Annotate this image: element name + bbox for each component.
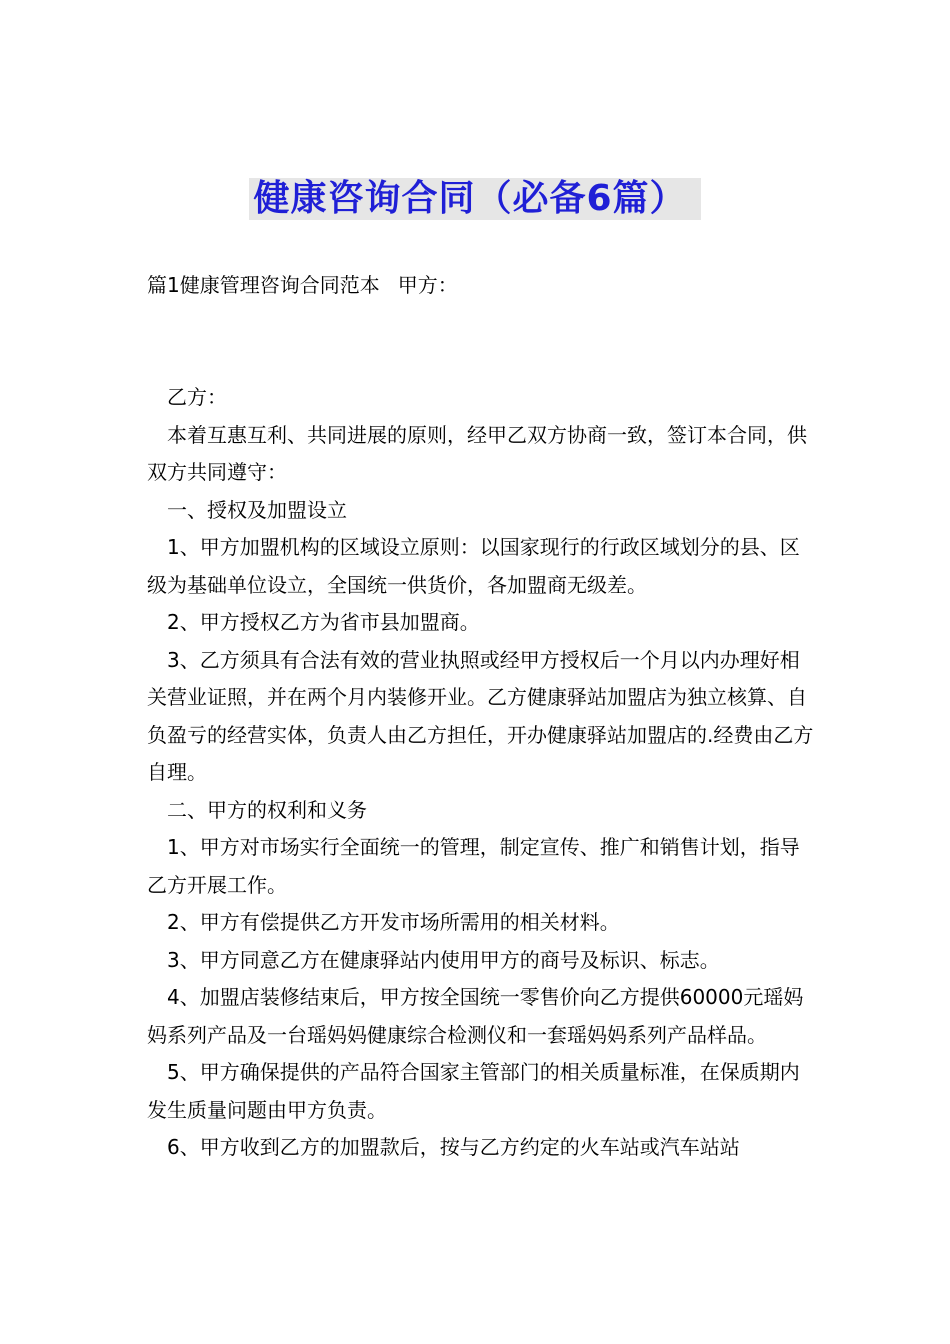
paragraph: 1、甲方对市场实行全面统一的管理，制定宣传、推广和销售计划，指导乙方开展工作。	[147, 835, 800, 897]
paragraph: 2、甲方有偿提供乙方开发市场所需用的相关材料。	[167, 910, 620, 934]
paragraph: 本着互惠互利、共同进展的原则，经甲乙双方协商一致，签订本合同，供双方共同遵守：	[147, 422, 807, 484]
paragraph: 乙方：	[167, 385, 227, 409]
paragraph: 2、甲方授权乙方为省市县加盟商。	[167, 610, 480, 634]
paragraph: 3、乙方须具有合法有效的营业执照或经甲方授权后一个月以内办理好相关营业证照，并在两个月内装修开业。乙方健康驿站加盟店为独立核算、自负盈亏的经营实体，负责人由乙方担任，开办健康驿站加盟店的.经费由乙方自理。	[147, 647, 814, 784]
paragraph: 1、甲方加盟机构的区域设立原则：以国家现行的行政区域划分的县、区级为基础单位设立，全国统一供货价，各加盟商无级差。	[147, 535, 800, 597]
party-a-label: 甲方：	[397, 273, 458, 297]
section-heading	[147, 270, 458, 300]
title-container	[0, 178, 950, 220]
paragraph: 3、甲方同意乙方在健康驿站内使用甲方的商号及标识、标志。	[167, 947, 720, 972]
paragraph: 二、甲方的权利和义务	[167, 797, 367, 822]
paragraph: 4、加盟店装修结束后，甲方按全国统一零售价向乙方提供60000元瑶妈妈系列产品及一台瑶妈妈健康综合检测仪和一套瑶妈妈系列产品样品。	[147, 985, 804, 1047]
document-title: 健康咨询合同（必备6篇）	[249, 178, 700, 220]
section-title: 篇1健康管理咨询合同范本	[147, 273, 380, 297]
document-body	[147, 379, 819, 1167]
paragraph: 5、甲方确保提供的产品符合国家主管部门的相关质量标准，在保质期内发生质量问题由甲方负责。	[147, 1060, 800, 1122]
paragraph: 一、授权及加盟设立	[167, 497, 347, 522]
paragraph: 6、甲方收到乙方的加盟款后，按与乙方约定的火车站或汽车站站	[167, 1135, 740, 1159]
